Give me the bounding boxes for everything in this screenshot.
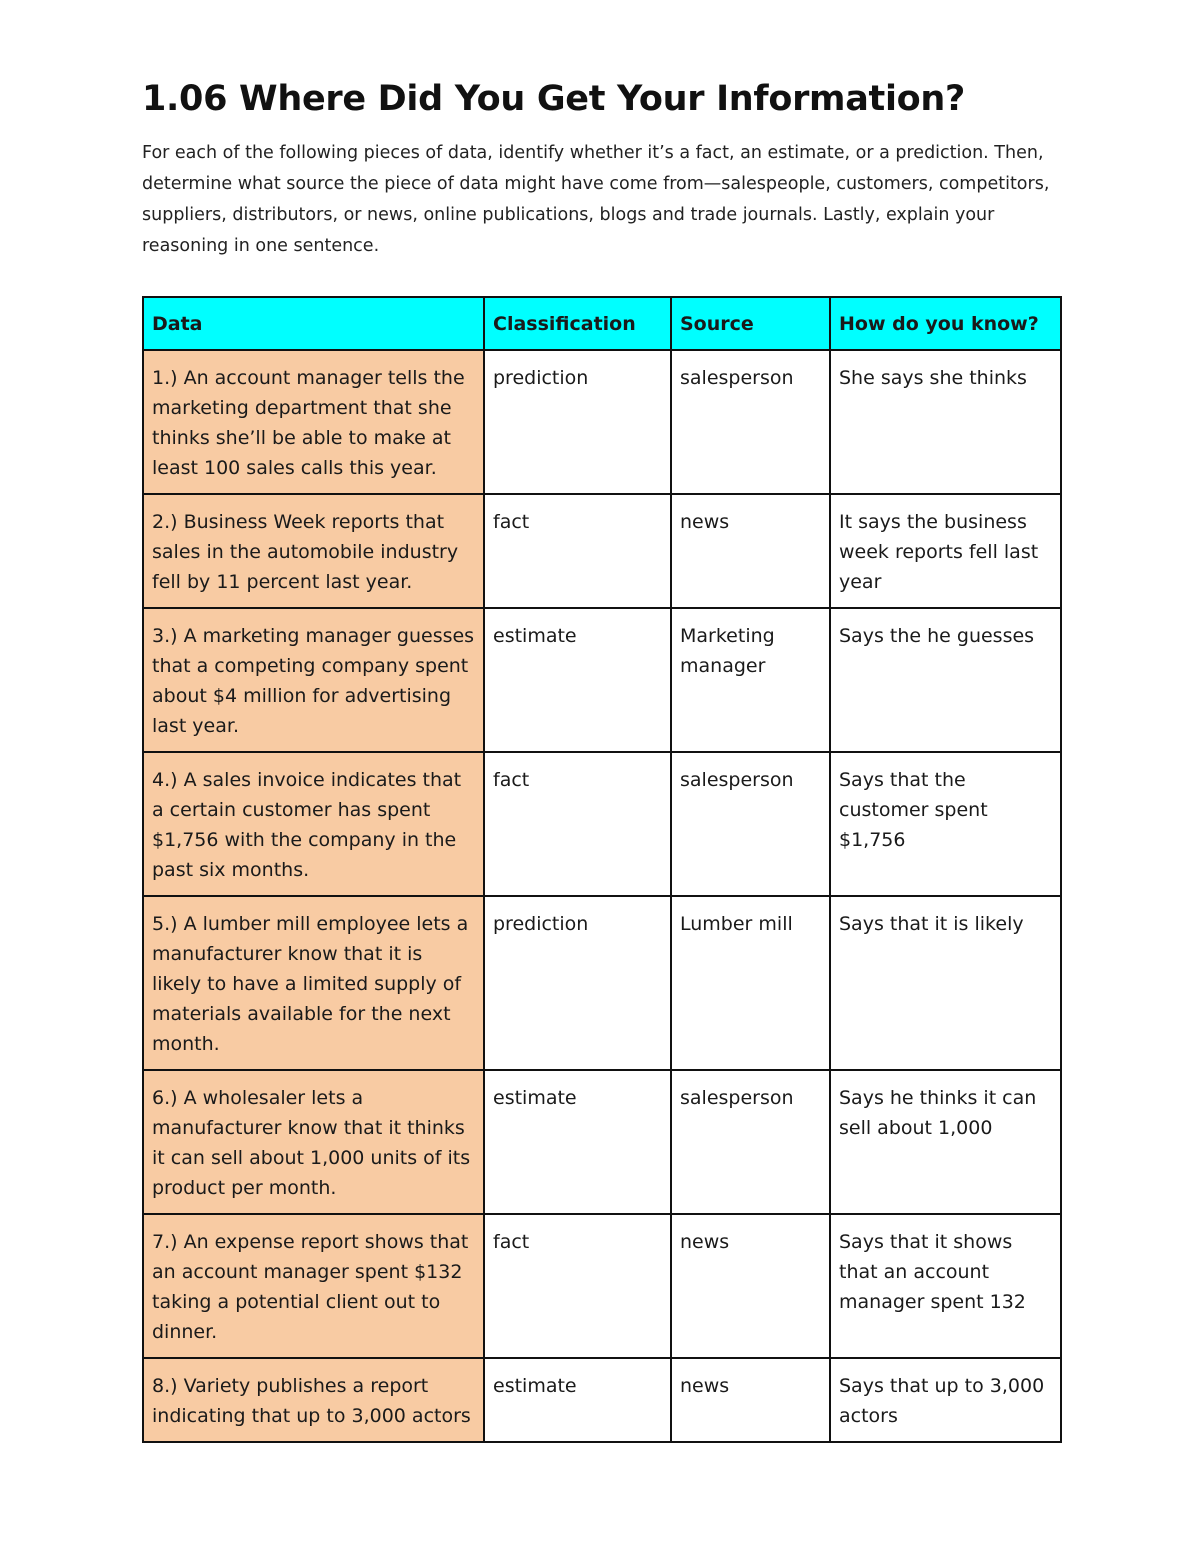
classification-cell: prediction xyxy=(484,350,671,494)
page-title: 1.06 Where Did You Get Your Information? xyxy=(142,79,966,119)
data-cell: 2.) Business Week reports that sales in the automobile industry fell by 11 percent last year. xyxy=(143,494,484,608)
source-cell: Marketing manager xyxy=(671,608,830,752)
reasoning-cell: Says that up to 3,000 actors xyxy=(830,1358,1061,1442)
classification-cell: estimate xyxy=(484,1070,671,1214)
reasoning-cell: Says that it is likely xyxy=(830,896,1061,1070)
table-row xyxy=(143,1358,1061,1442)
table-row xyxy=(143,494,1061,608)
classification-cell: estimate xyxy=(484,1358,671,1442)
table-row xyxy=(143,1214,1061,1358)
table-row xyxy=(143,896,1061,1070)
source-cell: Lumber mill xyxy=(671,896,830,1070)
classification-cell: estimate xyxy=(484,608,671,752)
instructions-paragraph: For each of the following pieces of data, identify whether it’s a fact, an estimate, or a prediction. Then, determine what source the piece of data might have come from—salespeople, customers, competitors, suppliers, distributors, or news, online publications, blogs and trade journals. Lastly, explain your reasoning in one sentence. xyxy=(142,143,1050,256)
data-cell: 1.) An account manager tells the marketing department that she thinks she’ll be able to make at least 100 sales calls this year. xyxy=(143,350,484,494)
header-how-do-you-know: How do you know? xyxy=(830,297,1061,350)
reasoning-cell: It says the business week reports fell last year xyxy=(830,494,1061,608)
table-row xyxy=(143,608,1061,752)
data-cell: 3.) A marketing manager guesses that a competing company spent about $4 million for advertising last year. xyxy=(143,608,484,752)
table-row xyxy=(143,752,1061,896)
table-row xyxy=(143,350,1061,494)
header-classification: Classification xyxy=(484,297,671,350)
source-cell: news xyxy=(671,1214,830,1358)
table-row xyxy=(143,1070,1061,1214)
classification-cell: prediction xyxy=(484,896,671,1070)
source-cell: salesperson xyxy=(671,350,830,494)
classification-table xyxy=(142,296,1062,1443)
reasoning-cell: She says she thinks xyxy=(830,350,1061,494)
worksheet-page xyxy=(142,70,1062,1427)
header-data: Data xyxy=(143,297,484,350)
data-cell: 5.) A lumber mill employee lets a manufacturer know that it is likely to have a limited supply of materials available for the next month. xyxy=(143,896,484,1070)
data-cell: 6.) A wholesaler lets a manufacturer know that it thinks it can sell about 1,000 units of its product per month. xyxy=(143,1070,484,1214)
classification-cell: fact xyxy=(484,494,671,608)
source-cell: news xyxy=(671,494,830,608)
source-cell: news xyxy=(671,1358,830,1442)
reasoning-cell: Says that it shows that an account manager spent 132 xyxy=(830,1214,1061,1358)
header-source: Source xyxy=(671,297,830,350)
data-cell: 4.) A sales invoice indicates that a certain customer has spent $1,756 with the company in the past six months. xyxy=(143,752,484,896)
source-cell: salesperson xyxy=(671,752,830,896)
classification-cell: fact xyxy=(484,752,671,896)
reasoning-cell: Says the he guesses xyxy=(830,608,1061,752)
source-cell: salesperson xyxy=(671,1070,830,1214)
data-cell: 7.) An expense report shows that an account manager spent $132 taking a potential client out to dinner. xyxy=(143,1214,484,1358)
reasoning-cell: Says that the customer spent $1,756 xyxy=(830,752,1061,896)
data-cell: 8.) Variety publishes a report indicating that up to 3,000 actors xyxy=(143,1358,484,1442)
table-header-row xyxy=(143,297,1061,350)
reasoning-cell: Says he thinks it can sell about 1,000 xyxy=(830,1070,1061,1214)
classification-cell: fact xyxy=(484,1214,671,1358)
